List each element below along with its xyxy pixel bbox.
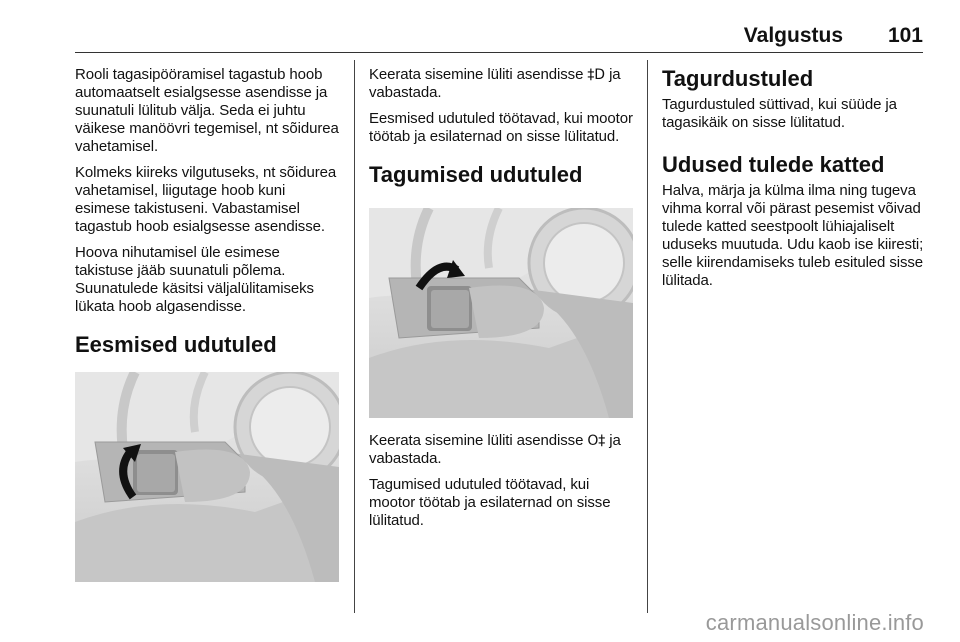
paragraph-front-fog-operation: Eesmised udutuled töötavad, kui mootor töötab ja esilaternad on sisse lülitatud.	[369, 110, 633, 145]
section-title: Valgustus	[743, 24, 843, 47]
paragraph-misted-covers: Halva, märja ja külma ilma ning tugeva vihma korral või pärast pesemist võivad tulede katted seestpoolt lühiajaliselt uduseks muutuda. Udu kaob ise kiiresti; selle kiirendamiseks tuleb esituled sisse lülitada.	[662, 182, 924, 289]
page-header	[75, 22, 923, 53]
front-fog-switch-illustration	[75, 372, 339, 582]
paragraph-three-flashes: Kolmeks kiireks vilgutuseks, nt sõidurea vahetamisel, liigutage hoob kuni esimese takistuseni. Vabastamisel tagastub hoob esialgsesse asendisse.	[75, 164, 337, 235]
paragraph-turn-signal-return: Rooli tagasipööramisel tagastub hoob automaatselt esialgsesse asendisse ja suunatuli lülitub välja. Seda ei juhtu väikese manöövri tegemisel, nt sõidurea vahetamisel.	[75, 66, 339, 155]
instruction-end: ja vabastada.	[369, 66, 621, 101]
paragraph-reversing-lights: Tagurdustuled süttivad, kui süüde ja tagasikäik on sisse lülitatud.	[662, 96, 897, 131]
column-2	[369, 66, 634, 538]
rear-fog-light-icon: O‡	[587, 433, 606, 449]
column-divider	[354, 60, 355, 613]
instruction-text: Keerata sisemine lüliti asendisse	[369, 66, 584, 83]
heading-misted-covers: Udused tulede katted	[662, 152, 885, 177]
instruction-end: ja vabastada.	[369, 432, 621, 467]
column-divider	[647, 60, 648, 613]
instruction-text: Keerata sisemine lüliti asendisse	[369, 432, 584, 449]
paragraph-signal-stays-on: Hoova nihutamisel üle esimese takistuse jääb suunatuli põlema. Suunatulede käsitsi väljalülitamiseks lükata hoob algasendisse.	[75, 244, 314, 315]
page-number: 101	[887, 24, 923, 47]
paragraph-rear-fog-instruction	[369, 432, 634, 468]
front-fog-light-icon: ‡D	[587, 67, 605, 83]
heading-front-fog-lights: Eesmised udutuled	[75, 332, 277, 357]
paragraph-front-fog-instruction	[369, 66, 634, 102]
rear-fog-switch-illustration	[369, 208, 633, 418]
column-3	[662, 66, 924, 298]
watermark: carmanualsonline.info	[705, 610, 924, 635]
heading-reversing-lights: Tagurdustuled	[662, 66, 814, 91]
column-1	[75, 66, 341, 582]
paragraph-rear-fog-operation: Tagumised udutuled töötavad, kui mootor töötab ja esilaternad on sisse lülitatud.	[369, 476, 611, 529]
heading-rear-fog-lights: Tagumised udutuled	[369, 162, 583, 187]
